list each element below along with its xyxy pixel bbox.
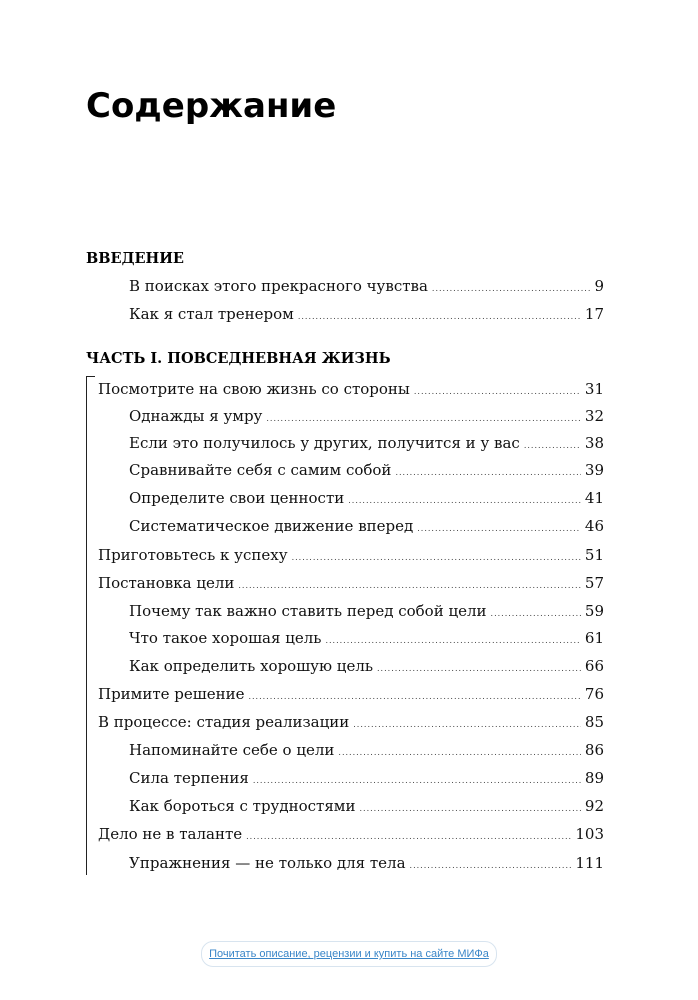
store-link[interactable]: Почитать описание, рецензии и купить на сайте МИФа [201, 941, 497, 967]
toc-entry-page: 59 [584, 602, 604, 620]
toc-entry-page: 57 [584, 574, 604, 592]
toc-entry[interactable] [98, 546, 604, 568]
toc-entry[interactable] [98, 380, 604, 402]
dot-leader [248, 692, 580, 701]
section-heading-introduction: ВВЕДЕНИЕ [86, 250, 184, 267]
toc-entry-label: Приготовьтесь к успеху [98, 546, 288, 564]
dot-leader [359, 804, 580, 813]
toc-entry-page: 61 [584, 629, 604, 647]
toc-entry-label: Почему так важно ставить перед собой цели [129, 602, 487, 620]
dot-leader [238, 581, 581, 590]
dot-leader [246, 832, 571, 841]
toc-entry-page: 17 [584, 305, 604, 323]
toc-entry[interactable] [129, 277, 604, 299]
toc-entry-page: 32 [584, 407, 604, 425]
toc-entry[interactable] [129, 407, 604, 429]
dot-leader [417, 524, 581, 533]
toc-entry-page: 103 [575, 825, 604, 843]
toc-entry[interactable] [129, 517, 604, 539]
dot-leader [253, 776, 581, 785]
dot-leader [338, 748, 581, 757]
toc-entry-page: 76 [584, 685, 604, 703]
toc-entry-page: 51 [584, 546, 604, 564]
dot-leader [325, 636, 580, 645]
toc-entry-label: Если это получилось у других, получится и у вас [129, 434, 520, 452]
toc-entry-label: Дело не в таланте [98, 825, 243, 843]
toc-entry-label: Сравнивайте себя с самим собой [129, 461, 392, 479]
toc-entry[interactable] [129, 657, 604, 679]
toc-entry-page: 9 [594, 277, 604, 295]
toc-entry-label: Как определить хорошую цель [129, 657, 374, 675]
dot-leader [432, 284, 590, 293]
section-bracket [86, 376, 95, 875]
toc-entry[interactable] [129, 434, 604, 456]
toc-entry-label: В поисках этого прекрасного чувства [129, 277, 428, 295]
toc-entry-page: 38 [584, 434, 604, 452]
dot-leader [491, 609, 581, 618]
toc-entry-label: Систематическое движение вперед [129, 517, 414, 535]
dot-leader [395, 468, 580, 477]
toc-entry-label: Определите свои ценности [129, 489, 345, 507]
dot-leader [353, 720, 581, 729]
toc-entry-label: Сила терпения [129, 769, 249, 787]
toc-entry-page: 31 [584, 380, 604, 398]
toc-entry-page: 92 [584, 797, 604, 815]
toc-entry[interactable] [98, 685, 604, 707]
toc-entry-page: 89 [584, 769, 604, 787]
toc-entry-page: 85 [584, 713, 604, 731]
toc-entry-label: В процессе: стадия реализации [98, 713, 350, 731]
toc-entry-label: Примите решение [98, 685, 245, 703]
toc-entry[interactable] [98, 713, 604, 735]
toc-entry[interactable] [129, 854, 604, 876]
dot-leader [298, 312, 581, 321]
dot-leader [348, 496, 581, 505]
toc-entry[interactable] [98, 574, 604, 596]
toc-entry-page: 111 [575, 854, 604, 872]
toc-entry[interactable] [98, 825, 604, 847]
toc-entry[interactable] [129, 305, 604, 327]
toc-entry-label: Посмотрите на свою жизнь со стороны [98, 380, 410, 398]
dot-leader [414, 387, 581, 396]
toc-entry[interactable] [129, 602, 604, 624]
toc-entry-page: 86 [584, 741, 604, 759]
dot-leader [524, 441, 581, 450]
toc-entry-label: Постановка цели [98, 574, 235, 592]
dot-leader [410, 861, 572, 870]
toc-entry[interactable] [129, 797, 604, 819]
toc-entry-label: Однажды я умру [129, 407, 263, 425]
toc-entry-page: 39 [584, 461, 604, 479]
toc-entry-page: 46 [584, 517, 604, 535]
toc-entry[interactable] [129, 489, 604, 511]
dot-leader [377, 664, 581, 673]
toc-entry-label: Как я стал тренером [129, 305, 294, 323]
toc-entry-page: 66 [584, 657, 604, 675]
toc-entry[interactable] [129, 769, 604, 791]
toc-entry[interactable] [129, 461, 604, 483]
page-title: Содержание [86, 86, 337, 126]
toc-entry[interactable] [129, 741, 604, 763]
toc-entry-label: Что такое хорошая цель [129, 629, 322, 647]
dot-leader [292, 553, 581, 562]
toc-entry[interactable] [129, 629, 604, 651]
toc-entry-label: Упражнения — не только для тела [129, 854, 406, 872]
toc-entry-page: 41 [584, 489, 604, 507]
toc-entry-label: Напоминайте себе о цели [129, 741, 335, 759]
toc-entry-label: Как бороться с трудностями [129, 797, 356, 815]
section-heading-part-1: ЧАСТЬ I. ПОВСЕДНЕВНАЯ ЖИЗНЬ [86, 350, 391, 367]
dot-leader [266, 414, 581, 423]
